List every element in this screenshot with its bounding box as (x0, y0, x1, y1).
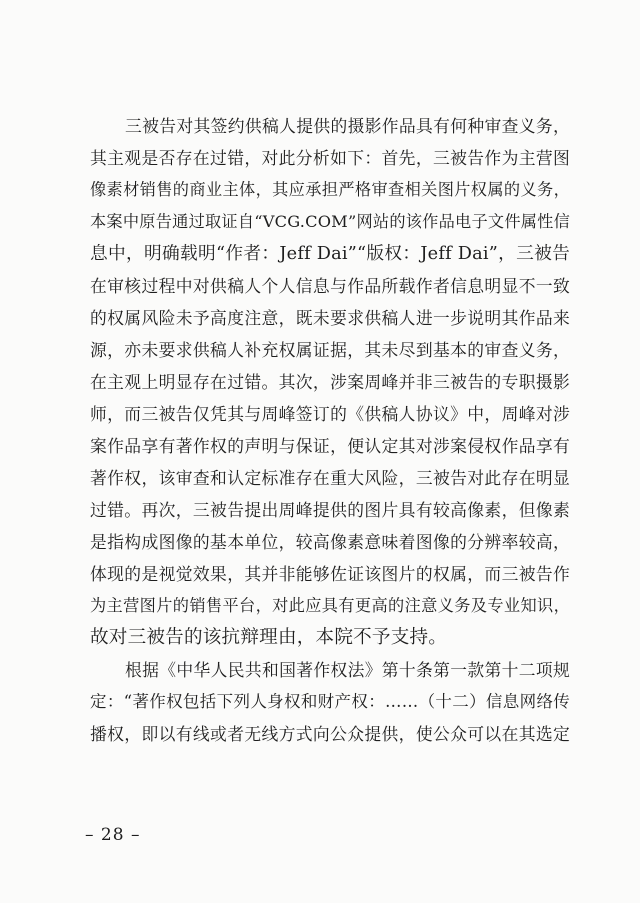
paragraph-line: 根据《中华人民共和国著作权法》第十条第一款第十二项规 (125, 660, 570, 680)
paragraph-line: 故对三被告的该抗辩理由，本院不予支持。 (90, 627, 448, 648)
paragraph-line: 著作权，该审查和认定标准存在重大风险，三被告对此存在明显 (90, 468, 570, 488)
paragraph-line: 源，亦未要求供稿人补充权属证据，其未尽到基本的审查义务， (90, 340, 570, 360)
paragraph-line: 定：“著作权包括下列人身权和财产权：……（十二）信息网络传 (90, 692, 570, 711)
paragraph-line: 本案中原告通过取证自“VCG.COM”网站的该作品电子文件属性信 (90, 212, 570, 231)
paragraph-line: 其主观是否存在过错，对此分析如下：首先，三被告作为主营图 (90, 148, 570, 168)
paragraph-line: 的权属风险未予高度注意，既未要求供稿人进一步说明其作品来 (90, 308, 570, 328)
paragraph-line: 像素材销售的商业主体，其应承担严格审查相关图片权属的义务， (90, 180, 570, 199)
paragraph-line: 息中，明确载明“作者：Jeff Dai”“版权：Jeff Dai”，三被告 (90, 244, 570, 264)
paragraph-line: 案作品享有著作权的声明与保证，便认定其对涉案侵权作品享有 (90, 436, 570, 456)
paragraph-line: 在审核过程中对供稿人个人信息与作品所载作者信息明显不一致 (90, 276, 570, 296)
paragraph-line: 师，而三被告仅凭其与周峰签订的《供稿人协议》中，周峰对涉 (90, 404, 570, 424)
paragraph-line: 播权，即以有线或者无线方式向公众提供，使公众可以在其选定 (90, 724, 570, 744)
paragraph-line: 三被告对其签约供稿人提供的摄影作品具有何种审查义务， (125, 116, 570, 136)
paragraph-line: 是指构成图像的基本单位，较高像素意味着图像的分辨率较高， (90, 532, 570, 552)
paragraph-line: 为主营图片的销售平台，对此应具有更高的注意义务及专业知识， (90, 596, 570, 615)
page-number: – 28 – (85, 825, 141, 845)
paragraph-line: 过错。再次，三被告提出周峰提供的图片具有较高像素，但像素 (90, 500, 570, 520)
paragraph-line: 在主观上明显存在过错。其次，涉案周峰并非三被告的专职摄影 (90, 372, 570, 392)
paragraph-line: 体现的是视觉效果，其并非能够佐证该图片的权属，而三被告作 (90, 564, 570, 584)
